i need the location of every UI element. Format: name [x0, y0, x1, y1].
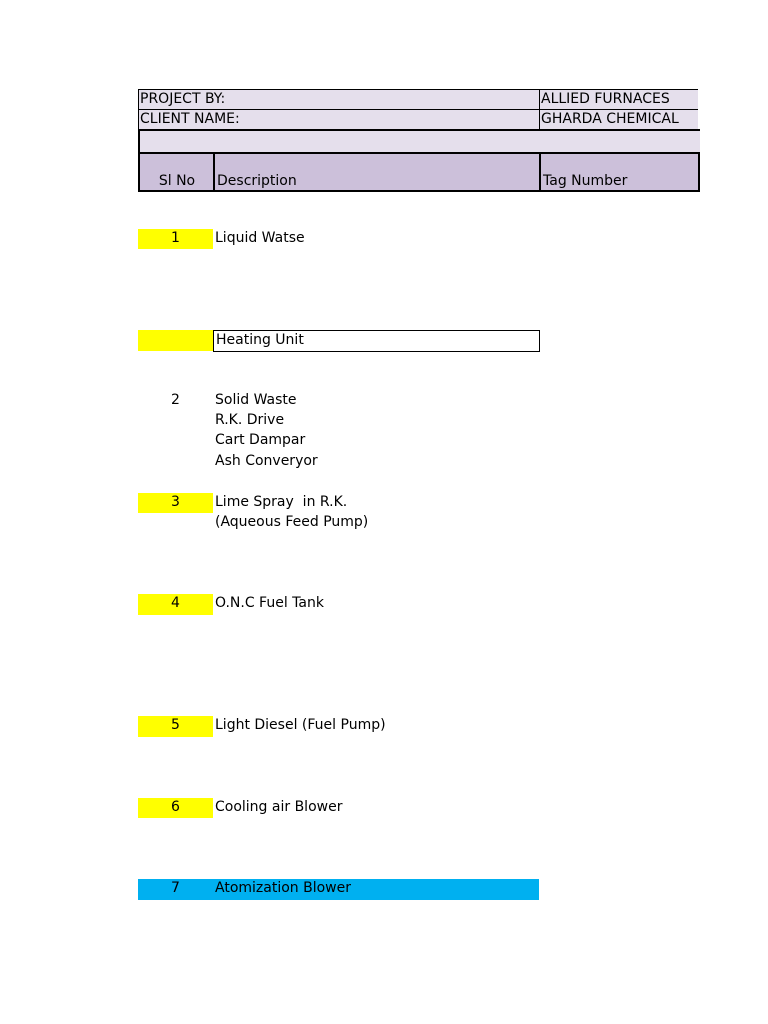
client-name-value-cell [539, 109, 698, 130]
row-3-line-1: Lime Spray in R.K. [215, 494, 348, 510]
blank-header-row [138, 129, 700, 154]
row-3-sl: 3 [171, 494, 180, 510]
row-2-line-4: Ash Converyor [215, 453, 318, 469]
project-by-label: PROJECT BY: [140, 91, 226, 107]
row-7-description [213, 879, 539, 900]
row-6-sl: 6 [171, 799, 180, 815]
project-by-value: ALLIED FURNACES [541, 91, 670, 107]
client-name-value: GHARDA CHEMICAL [541, 111, 679, 127]
row-2-sl: 2 [171, 392, 180, 408]
row-2-description [213, 391, 539, 473]
row-2-line-2: R.K. Drive [215, 412, 285, 428]
row-2-line-1: Solid Waste [215, 392, 297, 408]
row-7-sl: 7 [171, 880, 180, 896]
row-6-line-1: Cooling air Blower [215, 799, 343, 815]
row-1-sl: 1 [171, 230, 180, 246]
client-name-label: CLIENT NAME: [140, 111, 240, 127]
row-4-description [213, 594, 539, 615]
column-header-description [213, 152, 541, 192]
row-6-sl-cell [138, 798, 213, 818]
project-by-value-cell [539, 89, 698, 110]
row-3-line-2: (Aqueous Feed Pump) [215, 514, 369, 530]
row-5-sl-cell [138, 716, 213, 737]
row-1-line-1: Liquid Watse [215, 230, 305, 246]
client-name-label-cell [138, 109, 540, 130]
row-2-sl-cell [138, 391, 213, 411]
sl-no-header: Sl No [158, 173, 196, 189]
row-4-sl: 4 [171, 595, 180, 611]
row-4-sl-cell [138, 594, 213, 615]
column-header-sl-no [138, 152, 215, 192]
row-7-line-1: Atomization Blower [215, 880, 351, 896]
heating-unit-description [213, 330, 540, 352]
row-5-line-1: Light Diesel (Fuel Pump) [215, 717, 386, 733]
row-3-sl-cell [138, 493, 213, 513]
tag-number-header: Tag Number [543, 173, 628, 189]
row-1-description [213, 229, 539, 249]
row-2-line-3: Cart Dampar [215, 432, 306, 448]
heating-unit-sl-cell [138, 330, 213, 351]
row-5-sl: 5 [171, 717, 180, 733]
column-header-tag-number [539, 152, 700, 192]
row-4-line-1: O.N.C Fuel Tank [215, 595, 324, 611]
row-7-sl-cell [138, 879, 213, 900]
row-1-sl-cell [138, 229, 213, 249]
description-header: Description [217, 173, 297, 189]
row-6-description [213, 798, 539, 818]
project-by-label-cell [138, 89, 540, 110]
row-3-description [213, 493, 539, 535]
row-5-description [213, 716, 539, 737]
heating-unit-line-1: Heating Unit [216, 332, 304, 348]
